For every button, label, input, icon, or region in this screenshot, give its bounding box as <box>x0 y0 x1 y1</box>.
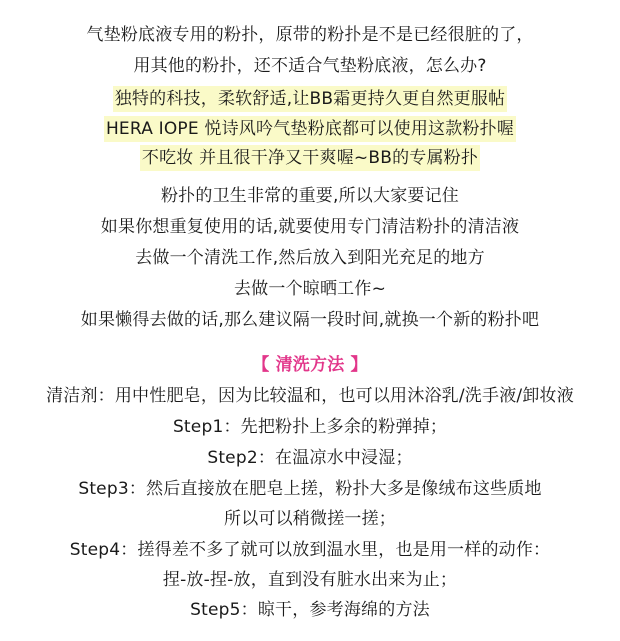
highlight-line-3-row <box>0 145 620 171</box>
method-step-4-line-2: 捏-放-捏-放，直到没有脏水出来为止； <box>162 570 458 590</box>
highlight-line-2-row <box>0 116 620 142</box>
intro-line-1: 气垫粉底液专用的粉扑，原带的粉扑是不是已经很脏的了， <box>86 25 534 45</box>
method-step-5: Step5：晾干，参考海绵的方法 <box>190 600 430 620</box>
highlight-line-1: 独特的科技，柔软舒适,让BB霜更持久更自然更服帖 <box>113 86 508 112</box>
method-step-3-line-1: Step3：然后直接放在肥皂上搓，粉扑大多是像绒布这些质地 <box>78 479 542 499</box>
method-step-4-line-1: Step4：搓得差不多了就可以放到温水里，也是用一样的动作： <box>69 540 551 560</box>
hygiene-line-2: 如果你想重复使用的话,就要使用专门清洁粉扑的清洁液 <box>100 217 520 237</box>
hygiene-line-3: 去做一个清洗工作,然后放入到阳光充足的地方 <box>135 248 485 268</box>
method-cleaner: 清洁剂：用中性肥皂，因为比较温和，也可以用沐浴乳/洗手液/卸妆液 <box>46 386 574 406</box>
hygiene-line-1: 粉扑的卫生非常的重要,所以大家要记住 <box>160 186 459 206</box>
highlight-line-3: 不吃妆 并且很干净又干爽喔~BB的专属粉扑 <box>140 145 480 171</box>
method-step-2: Step2：在温凉水中浸湿； <box>207 448 413 468</box>
hygiene-line-5: 如果懒得去做的话,那么建议隔一段时间,就换一个新的粉扑吧 <box>80 310 540 330</box>
highlight-line-2: HERA IOPE 悦诗风吟气垫粉底都可以使用这款粉扑喔 <box>104 116 516 142</box>
intro-line-2: 用其他的粉扑，还不适合气垫粉底液，怎么办? <box>133 56 487 76</box>
hygiene-line-4: 去做一个晾晒工作~ <box>233 279 387 299</box>
method-step-3-line-2: 所以可以稍微搓一搓； <box>224 509 396 529</box>
method-title: 【 清洗方法 】 <box>252 355 368 375</box>
highlight-line-1-row <box>0 86 620 112</box>
method-step-1: Step1：先把粉扑上多余的粉弹掉； <box>172 417 448 437</box>
